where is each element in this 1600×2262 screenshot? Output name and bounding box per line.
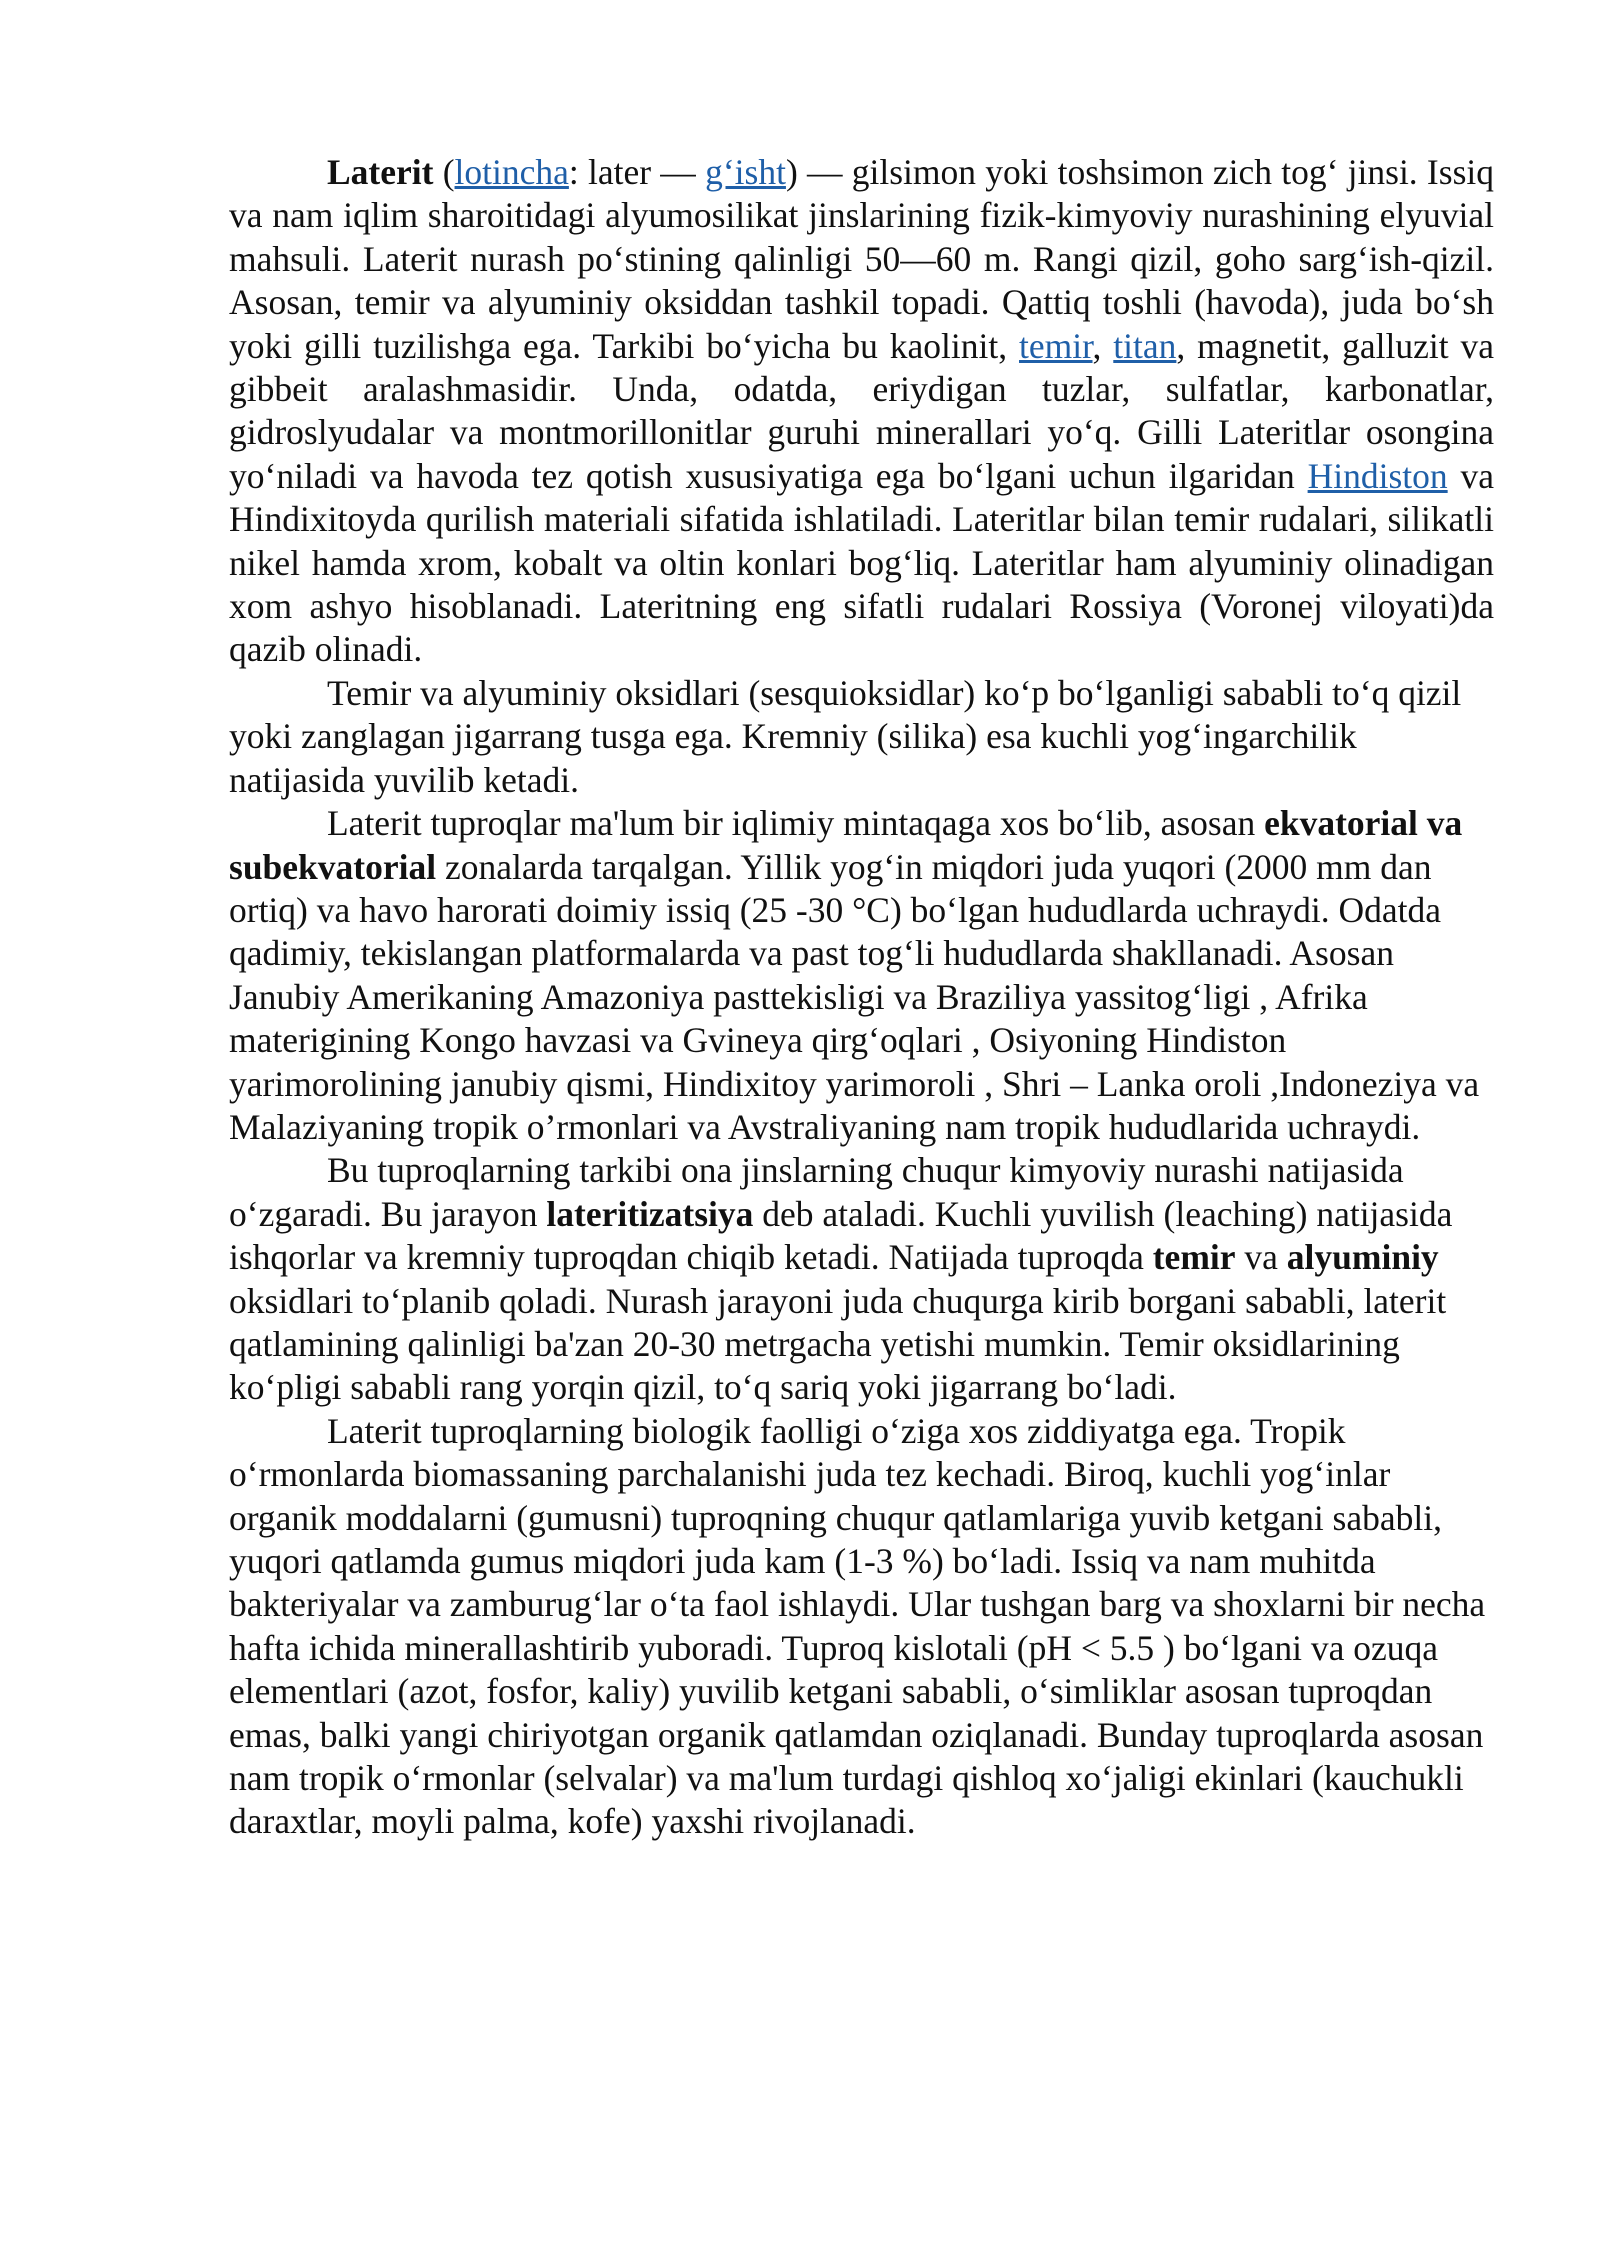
paragraph-distribution bbox=[229, 802, 1494, 1149]
text-run: , bbox=[1092, 325, 1114, 366]
text-run: : later — bbox=[568, 152, 706, 192]
text-run: va Hindixitoyda qurilish materiali sifatida ishlatiladi. Lateritlar bilan temir rudalari, silikatli nikel hamda xrom, kobalt va oltin konlari bog‘liq. Lateritlar ham alyuminiy olinadigan xom ashyo hisoblanadi. Lateritning eng sifatli rudalari Rossiya (Voronej viloyati)da qazib olinadi. bbox=[229, 455, 1494, 670]
link-hindiston[interactable]: Hindiston bbox=[1307, 455, 1448, 496]
bold-alyuminiy: alyuminiy bbox=[1286, 1237, 1439, 1278]
bold-ekvatorial: ekvatorial va subekvatorial bbox=[229, 803, 1463, 887]
paragraph-color bbox=[229, 672, 1494, 802]
text-run: , magnetit, galluzit va gibbeit aralashmasidir. Unda, odatda, eriydigan tuzlar, sulfatlar, karbonatlar, gidroslyudalar va montmorillonitlar guruhi minerallari yo‘q. Gilli Lateritlar osongina yo‘niladi va havoda tez qotish xususiyatiga ega bo‘lgani uchun ilgaridan bbox=[229, 325, 1494, 496]
link-lotincha[interactable]: lotincha bbox=[454, 152, 569, 192]
document-body bbox=[229, 151, 1494, 1844]
link-temir[interactable]: temir bbox=[1019, 325, 1093, 366]
paragraph-lateritization bbox=[229, 1149, 1494, 1409]
text-run: ( bbox=[433, 152, 455, 192]
text-run: va bbox=[1235, 1237, 1287, 1278]
link-titan[interactable]: titan bbox=[1113, 325, 1177, 366]
text-run: Laterit tuproqlar ma'lum bir iqlimiy mintaqaga xos bo‘lib, asosan bbox=[327, 803, 1265, 844]
text-run: Bu tuproqlarning tarkibi ona jinslarning chuqur kimyoviy nurashi natijasida o‘zgaradi. Bu jarayon bbox=[229, 1150, 1404, 1234]
text-run: oksidlari to‘planib qoladi. Nurash jarayoni juda chuqurga kirib borgani sababli, laterit qatlamining qalinligi ba'zan 20-30 metrgacha yetishi mumkin. Temir oksidlarining ko‘pligi sababli rang yorqin qizil, to‘q sariq yoki jigarrang bo‘ladi. bbox=[229, 1280, 1447, 1408]
bold-temir: temir bbox=[1152, 1237, 1236, 1278]
bold-lateritizatsiya: lateritizatsiya bbox=[546, 1193, 754, 1234]
paragraph-laterit-definition bbox=[229, 151, 1494, 672]
text-run: ) — gilsimon yoki toshsimon zich tog‘ jinsi. Issiq va nam iqlim sharoitidagi alyumosilikat jinslarining fizik-kimyoviy nurashining elyuvial mahsuli. Laterit nurash po‘stining qalinligi 50—60 m. Rangi qizil, goho sarg‘ish-qizil. Asosan, temir va alyuminiy oksiddan tashkil topadi. Qattiq toshli (havoda), juda bo‘sh yoki gilli tuzilishga ega. Tarkibi bo‘yicha bu kaolinit, bbox=[229, 152, 1494, 366]
link-gisht[interactable]: g‘isht bbox=[705, 152, 786, 192]
text-run: deb ataladi. Kuchli yuvilish (leaching) natijasida ishqorlar va kremniy tuproqdan chiqib ketadi. Natijada tuproqda bbox=[229, 1193, 1453, 1278]
text-run: Laterit tuproqlarning biologik faolligi o‘ziga xos ziddiyatga ega. Tropik o‘rmonlarda biomassaning parchalanishi juda tez kechadi. Biroq, kuchli yog‘inlar organik moddalarni (gumusni) tuproqning chuqur qatlamlariga yuvib ketgani sababli, yuqori qatlamda gumus miqdori juda kam (1-3 %) bo‘ladi. Issiq va nam muhitda bakteriyalar va zamburug‘lar o‘ta faol ishlaydi. Ular tushgan barg va shoxlarni bir necha hafta ichida minerallashtirib yuboradi. Tuproq kislotali (pH < 5.5 ) bo‘lgani va ozuqa elementlari (azot, fosfor, kaliy) yuvilib ketgani sababli, o‘simliklar asosan tuproqdan emas, balki yangi chiriyotgan organik qatlamdan oziqlanadi. Bunday tuproqlarda asosan nam tropik o‘rmonlar (selvalar) va ma'lum turdagi qishloq xo‘jaligi ekinlari (kauchukli daraxtlar, moyli palma, kofe) yaxshi rivojlanadi. bbox=[229, 1410, 1486, 1842]
text-run: zonalarda tarqalgan. Yillik yog‘in miqdori juda yuqori (2000 mm dan ortiq) va havo harorati doimiy issiq (25 -30 °C) bo‘lgan hududlarda uchraydi. Odatda qadimiy, tekislangan platformalarda va past tog‘li hududlarda shakllanadi. Asosan Janubiy Amerikaning Amazoniya pasttekisligi va Braziliya yassitog‘ligi , Afrika materigining Kongo havzasi va Gvineya qirg‘oqlari , Osiyoning Hindiston yarimorolining janubiy qismi, Hindixitoy yarimoroli , Shri – Lanka oroli ,Indoneziya va Malaziyaning tropik o’rmonlari va Avstraliyaning nam tropik hududlarida uchraydi. bbox=[229, 846, 1480, 1147]
paragraph-biology bbox=[229, 1410, 1494, 1844]
term-laterit: Laterit bbox=[327, 152, 434, 192]
text-run: Temir va alyuminiy oksidlari (sesquioksidlar) ko‘p bo‘lganligi sababli to‘q qizil yoki zanglagan jigarrang tusga ega. Kremniy (silika) esa kuchli yog‘ingarchilik natijasida yuvilib ketadi. bbox=[229, 672, 1462, 800]
